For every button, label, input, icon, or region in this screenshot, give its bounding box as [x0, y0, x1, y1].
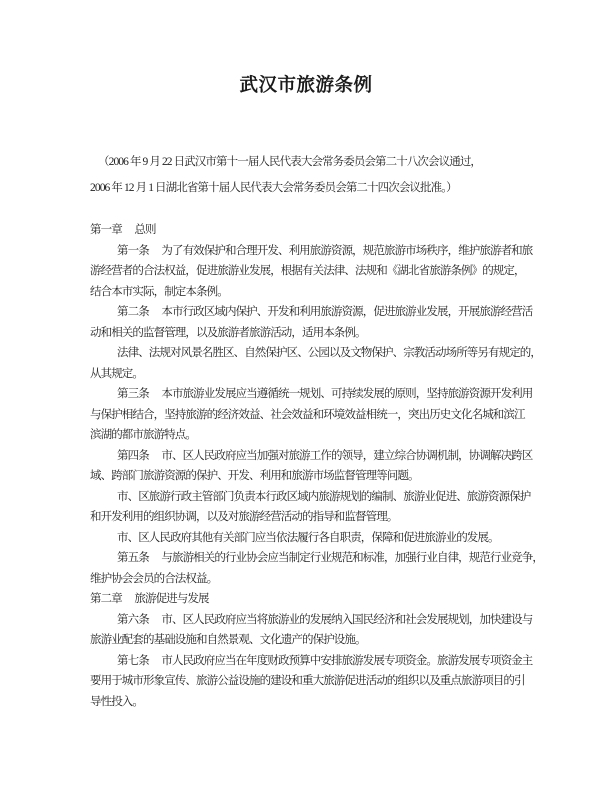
doc-line: 导性投入。 [90, 695, 143, 708]
chapter-heading: 第二章 旅游促进与发展 [90, 593, 209, 605]
preamble-block [90, 149, 534, 201]
doc-line: 从其规定。 [90, 367, 143, 380]
doc-line: 游经营者的合法权益，促进旅游业发展，根据有关法律、法规和《湖北省旅游条例》的规定， [90, 265, 525, 277]
document-title: 武汉市旅游条例 [239, 76, 373, 96]
doc-line: 法律、法规对风景名胜区、自然保护区、公园以及文物保护、宗教活动场所等另有规定的， [117, 347, 541, 359]
doc-line: 第七条 市人民政府应当在年度财政预算中安排旅游发展专项资金。旅游发展专项资金主 [117, 654, 533, 667]
doc-line: 维护协会会员的合法权益。 [90, 572, 218, 585]
doc-line: 要用于城市形象宣传、旅游公益设施的建设和重大旅游促进活动的组织以及重点旅游项目的引 [90, 675, 525, 687]
doc-line: 第四条 市、区人民政府应当加强对旅游工作的领导，建立综合协调机制，协调解决跨区 [117, 449, 533, 462]
preamble-line: （2006 年 9 月 22 日武汉市第十一届人民代表大会常务委员会第二十八次会议通过， [98, 156, 482, 168]
doc-line: 第二条 本市行政区域内保护、开发和利用旅游资源，促进旅游业发展，开展旅游经营活 [117, 306, 533, 318]
doc-line: 域、跨部门旅游资源的保护、开发、利用和旅游市场监督管理等问题。 [90, 470, 419, 482]
doc-line: 第三条 本市旅游业发展应当遵循统一规划、可持续发展的原则，坚持旅游资源开发利用 [117, 388, 533, 400]
doc-line: 与保护相结合，坚持旅游的经济效益、社会效益和环境效益相统一，突出历史文化名城和滨江 [90, 408, 525, 421]
doc-line: 第五条 与旅游相关的行业协会应当制定行业规范和标准，加强行业自律，规范行业竞争， [117, 552, 543, 564]
doc-line: 滨湖的都市旅游特点。 [90, 429, 196, 441]
doc-line: 第一条 为了有效保护和合理开发、利用旅游资源，规范旅游市场秩序，维护旅游者和旅 [117, 244, 533, 257]
doc-line: 结合本市实际，制定本条例。 [90, 285, 228, 298]
doc-line: 市、区旅游行政主管部门负责本行政区域内旅游规划的编制、旅游业促进、旅游资源保护 [117, 490, 531, 503]
doc-line: 动和相关的监督管理，以及旅游者旅游活动，适用本条例。 [90, 326, 366, 339]
doc-line: 旅游业配套的基础设施和自然景观、文化遗产的保护设施。 [90, 634, 366, 646]
doc-line: 和开发利用的组织协调，以及对旅游经营活动的指导和监督管理。 [90, 511, 398, 523]
chapter-heading: 第一章 总则 [90, 224, 156, 236]
doc-line: 第六条 市、区人民政府应当将旅游业的发展纳入国民经济和社会发展规划，加快建设与 [117, 613, 533, 626]
doc-line: 市、区人民政府其他有关部门应当依法履行各自职责，保障和促进旅游业的发展。 [117, 531, 499, 544]
preamble-line: 2006 年 12 月 1 日湖北省第十届人民代表大会常务委员会第二十四次会议批准。） [90, 182, 457, 194]
document-body [90, 220, 543, 712]
